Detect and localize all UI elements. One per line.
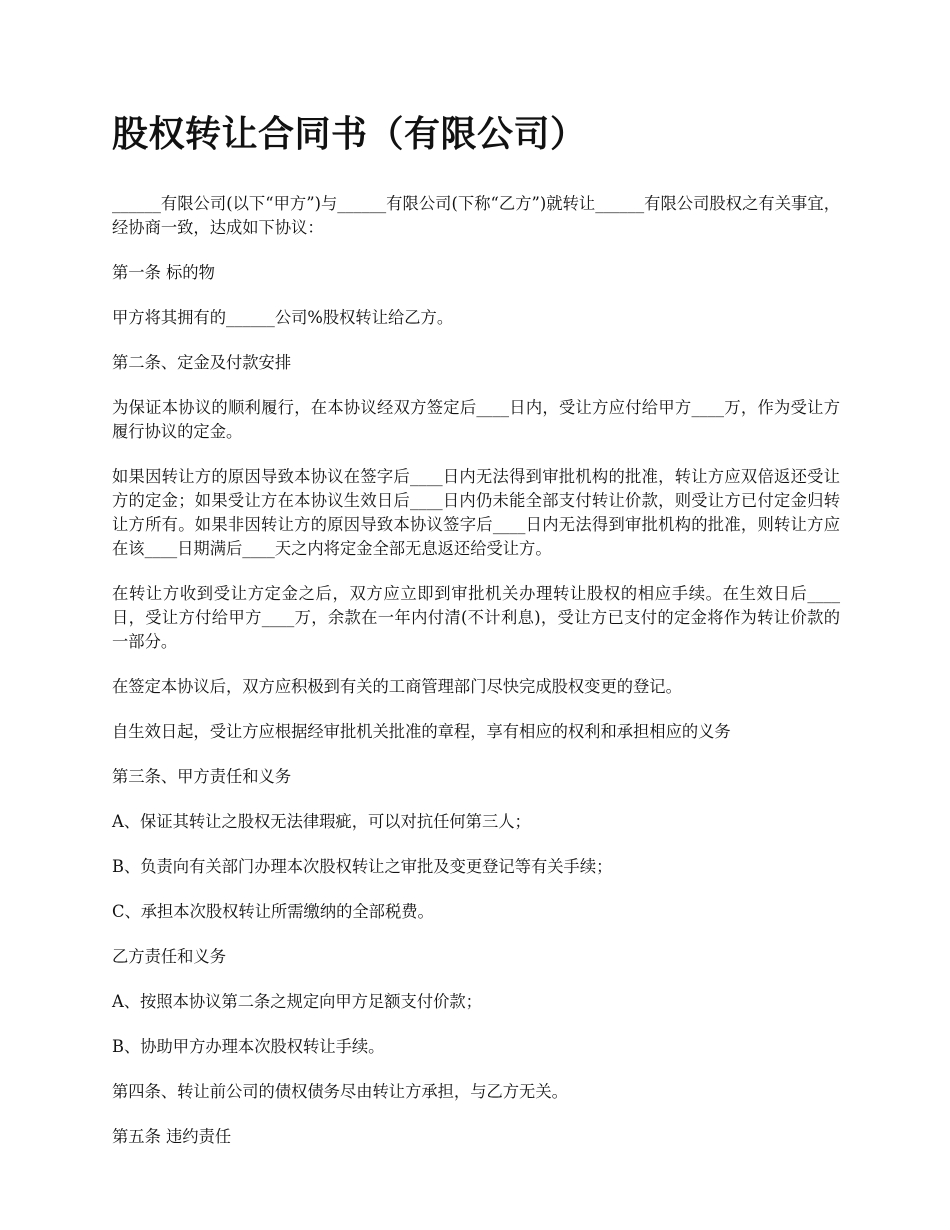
article-4-paragraph: 第四条、转让前公司的债权债务尽由转让方承担，与乙方无关。 [112, 1082, 568, 1101]
article-3-heading: 第三条、甲方责任和义务 [112, 767, 292, 786]
document-body [112, 110, 840, 1170]
party-a-duty-b: B、负责向有关部门办理本次股权转让之审批及变更登记等有关手续； [112, 857, 613, 876]
document-title: 股权转让合同书（有限公司） [112, 113, 587, 155]
deposit-refund-paragraph: 如果因转让方的原因导致本协议在签字后____日内无法得到审批机构的批准，转让方应双倍返还受让方的定金；如果受让方在本协议生效日后____日内仍未能全部支付转让价款，则受让方已付定金归转让方所有。如果非因转让方的原因导致本协议签字后____日内无法得到审批机构的批准，则转让方应在该____日期满后____天之内将定金全部无息返还给受让方。 [112, 467, 840, 558]
article-1-content: 甲方将其拥有的______公司%股权转让给乙方。 [112, 308, 454, 327]
party-b-duties-heading: 乙方责任和义务 [112, 947, 226, 966]
party-b-duty-b: B、协助甲方办理本次股权转让手续。 [112, 1037, 385, 1056]
party-a-duty-c: C、承担本次股权转让所需缴纳的全部税费。 [112, 902, 434, 921]
article-1-heading: 第一条 标的物 [112, 263, 215, 282]
registration-paragraph: 在签定本协议后，双方应积极到有关的工商管理部门尽快完成股权变更的登记。 [112, 677, 682, 696]
party-a-duty-a: A、保证其转让之股权无法律瑕疵，可以对抗任何第三人； [112, 812, 531, 831]
party-b-duty-a: A、按照本协议第二条之规定向甲方足额支付价款； [112, 992, 482, 1011]
deposit-paragraph: 为保证本协议的顺利履行，在本协议经双方签定后____日内，受让方应付给甲方____万，作为受让方履行协议的定金。 [112, 398, 840, 441]
effective-date-paragraph: 自生效日起，受让方应根据经审批机关批准的章程，享有相应的权利和承担相应的义务 [112, 722, 731, 741]
article-5-heading: 第五条 违约责任 [112, 1127, 232, 1146]
payment-paragraph: 在转让方收到受让方定金之后，双方应立即到审批机关办理转让股权的相应手续。在生效日后____日，受让方付给甲方____万，余款在一年内付清(不计利息)，受让方已支付的定金将作为转让价款的一部分。 [112, 584, 840, 651]
article-2-heading: 第二条、定金及付款安排 [112, 353, 292, 372]
intro-paragraph: ______有限公司(以下“甲方”)与______有限公司(下称“乙方”)就转让______有限公司股权之有关事宜，经协商一致，达成如下协议： [112, 194, 840, 237]
